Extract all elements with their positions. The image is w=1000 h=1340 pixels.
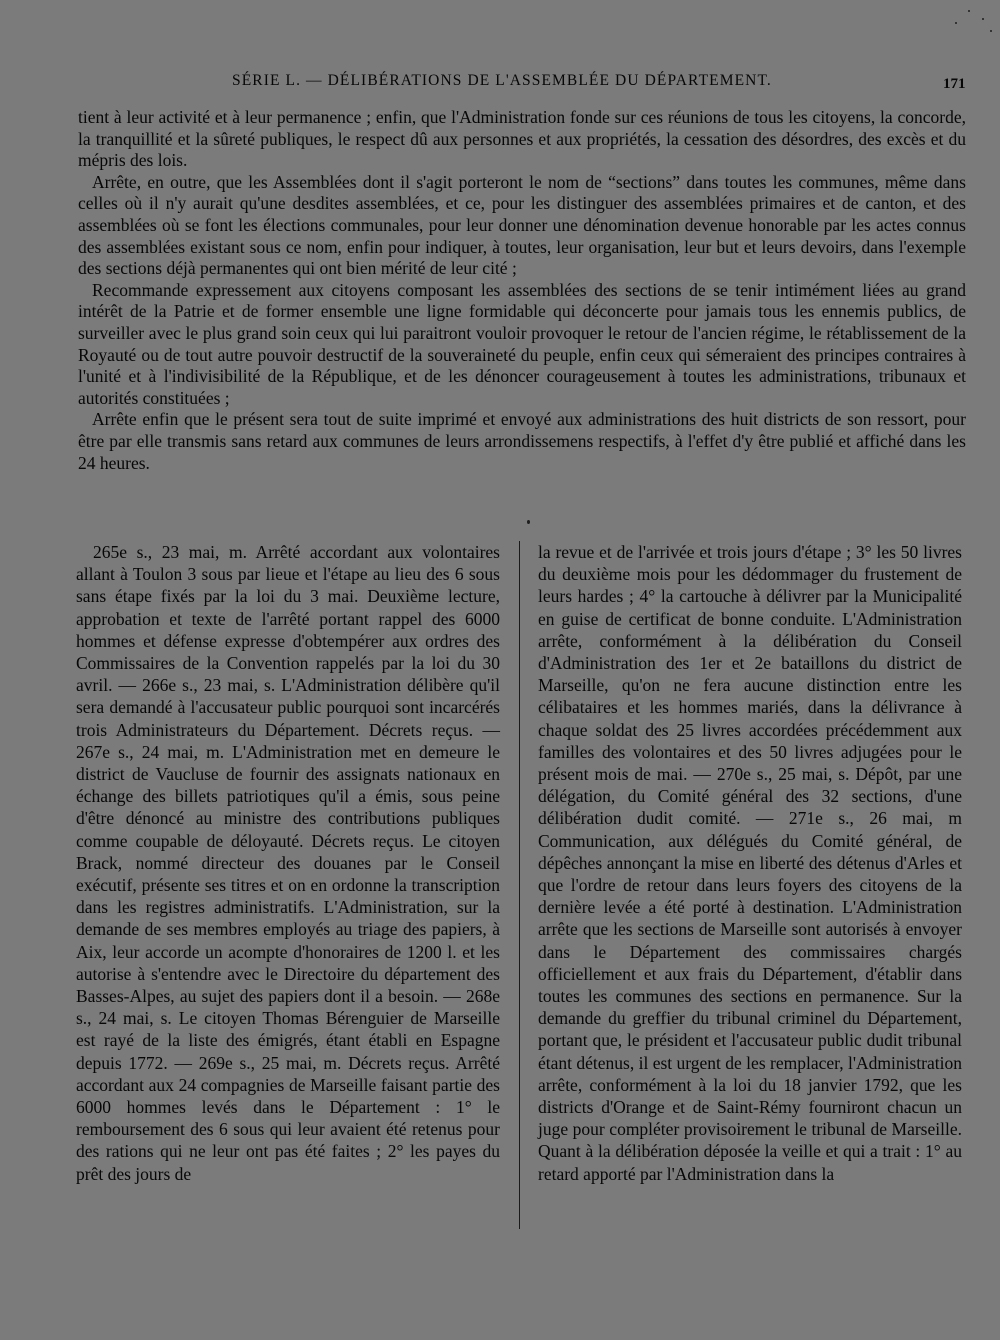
right-column-text: la revue et de l'arrivée et trois jours d'étape ; 3° les 50 livres du deuxième mois pour les dédommager du frustement de leurs hardes ; 4° la cartouche à délivrer par la Municipalité en guise de certificat de bonne conduite. L'Administration arrête, conformément à la délibération du Conseil d'Administration des 1er et 2e bataillons du district de Marseille, qu'on ne fera aucune distinction entre les célibataires et les hommes mariés, dans la délivrance à chaque soldat des 25 livres accordées précédemment aux familles des volontaires et des 50 livres adjugées pour le présent mois de mai. — 270e s., 25 mai, s. Dépôt, par une délégation, du Comité général des 32 sections, d'une délibération dudit comité. — 271e s., 26 mai, m Communication, aux délégués du Comité général, de dépêches annonçant la mise en liberté des détenus d'Arles et que l'ordre de retour dans leurs foyers des citoyens de la dernière levée a été porté à destination. L'Administration arrête que les sections de Marseille sont autorisés à envoyer dans le Département des commissaires chargés officiellement et aux frais du Département, d'établir dans toutes les communes des sections en permanence. Sur la demande du greffier du tribunal criminel du Département, portant que, le président et l'accusateur public dudit tribunal étant détenus, il est urgent de les remplacer, l'Administration arrête, conformément à la loi du 18 janvier 1792, que les districts d'Orange et de Saint-Rémy fourniront chacun un juge pour compléter provisoirement le tribunal de Marseille. Quant à la délibération déposée la veille et qui a trait : 1° au retard apporté par l'Administration dans la — [538, 542, 962, 1184]
right-column — [538, 541, 962, 1185]
scan-speck — [955, 22, 957, 24]
full-width-text-block — [78, 107, 966, 474]
scan-speck — [968, 10, 970, 12]
scan-speck — [990, 30, 992, 32]
left-column — [76, 541, 500, 1185]
paragraph-arrete-sections: Arrête, en outre, que les Assemblées dont il s'agit porteront le nom de “sections” dans toutes les communes, même dans celles où il n'y aurait qu'une desdites assemblées, et ce, pour les distinguer des assemblées primaires et de canton, et des assemblées où se font les élections communales, pour leur donner une dénomination devenue honorable par les actes connus des assemblées existant sous ce nom, enfin pour indiquer, à toutes, leur organisation, leur but et leurs devoirs, dans l'exemple des sections déjà permanentes qui ont bien mérité de leur cité ; — [78, 171, 966, 279]
running-head — [0, 72, 1000, 96]
paragraph-continuation: tient à leur activité et à leur permanence ; enfin, que l'Administration fonde sur ces réunions de tous les citoyens, la concorde, la tranquillité et la sûreté publiques, le respect dû aux personnes et aux propriétés, la cessation des désordres, des excès et du mépris des lois. — [78, 107, 966, 171]
page-number: 171 — [943, 76, 966, 92]
column-divider — [519, 541, 520, 1229]
running-title: SÉRIE L. — DÉLIBÉRATIONS DE L'ASSEMBLÉE DU DÉPARTEMENT. — [232, 72, 772, 89]
scan-speck — [527, 520, 530, 524]
left-column-text: 265e s., 23 mai, m. Arrêté accordant aux volontaires allant à Toulon 3 sous par lieue et l'étape au lieu des 6 sous sans étape fixés par la loi du 3 mai. Deuxième lecture, approbation et texte de l'arrêté portant rappel des 6000 hommes et défense expresse d'obtempérer aux ordres des Commissaires de la Convention rappelés par la loi du 30 avril. — 266e s., 23 mai, s. L'Administration délibère qu'il sera demandé à l'accusateur public pourquoi sont incarcérés trois Administrateurs du Département. Décrets reçus. — 267e s., 24 mai, m. L'Administration met en demeure le district de Vaucluse de fournir des assignats nationaux en échange des billets patriotiques qu'il a émis, sous peine d'être dénoncé au ministre des contributions publiques comme coupable de déloyauté. Décrets reçus. Le citoyen Brack, nommé directeur des douanes par le Conseil exécutif, présente ses titres et on en ordonne la transcription dans les registres administratifs. L'Administration, sur la demande de ses membres employés au triage des papiers, à Aix, leur accorde un acompte d'honoraires de 1200 l. et les autorise à s'entendre avec le Directoire du département des Basses-Alpes, au sujet des papiers dont il a besoin. — 268e s., 24 mai, s. Le citoyen Thomas Bérenguier de Marseille est rayé de la liste des émigrés, étant établi en Espagne depuis 1772. — 269e s., 25 mai, m. Décrets reçus. Arrêté accordant aux 24 compagnies de Marseille faisant partie des 6000 hommes levés dans le Département : 1° le remboursement des 6 sous qui leur avaient été retenus pour des rations qui ne leur ont pas été faites ; 2° les payes du prêt des jours de — [76, 542, 500, 1184]
scan-speck — [982, 18, 984, 20]
paragraph-arrete-enfin: Arrête enfin que le présent sera tout de suite imprimé et envoyé aux administrations des huit districts de son ressort, pour être par elle transmis sans retard aux communes de leurs arrondissemens respectifs, à l'effet d'y être publié et affiché dans les 24 heures. — [78, 409, 966, 473]
paragraph-recommande: Recommande expressement aux citoyens composant les assemblées des sections de se tenir intimément liées au grand intérêt de la Patrie et de former ensemble une ligne formidable qui déconcerte pour jamais tous les ennemis publics, de surveiller avec le plus grand soin ceux qui lui paraitront vouloir provoquer le retour de l'ancien régime, le rétablissement de la Royauté ou de tout autre pouvoir destructif de la souveraineté du peuple, enfin ceux qui sémeraient des principes contraires à l'unité et à l'indivisibilité de la République, et de les dénoncer courageusement à toutes les administrations, tribunaux et autorités constituées ; — [78, 279, 966, 408]
